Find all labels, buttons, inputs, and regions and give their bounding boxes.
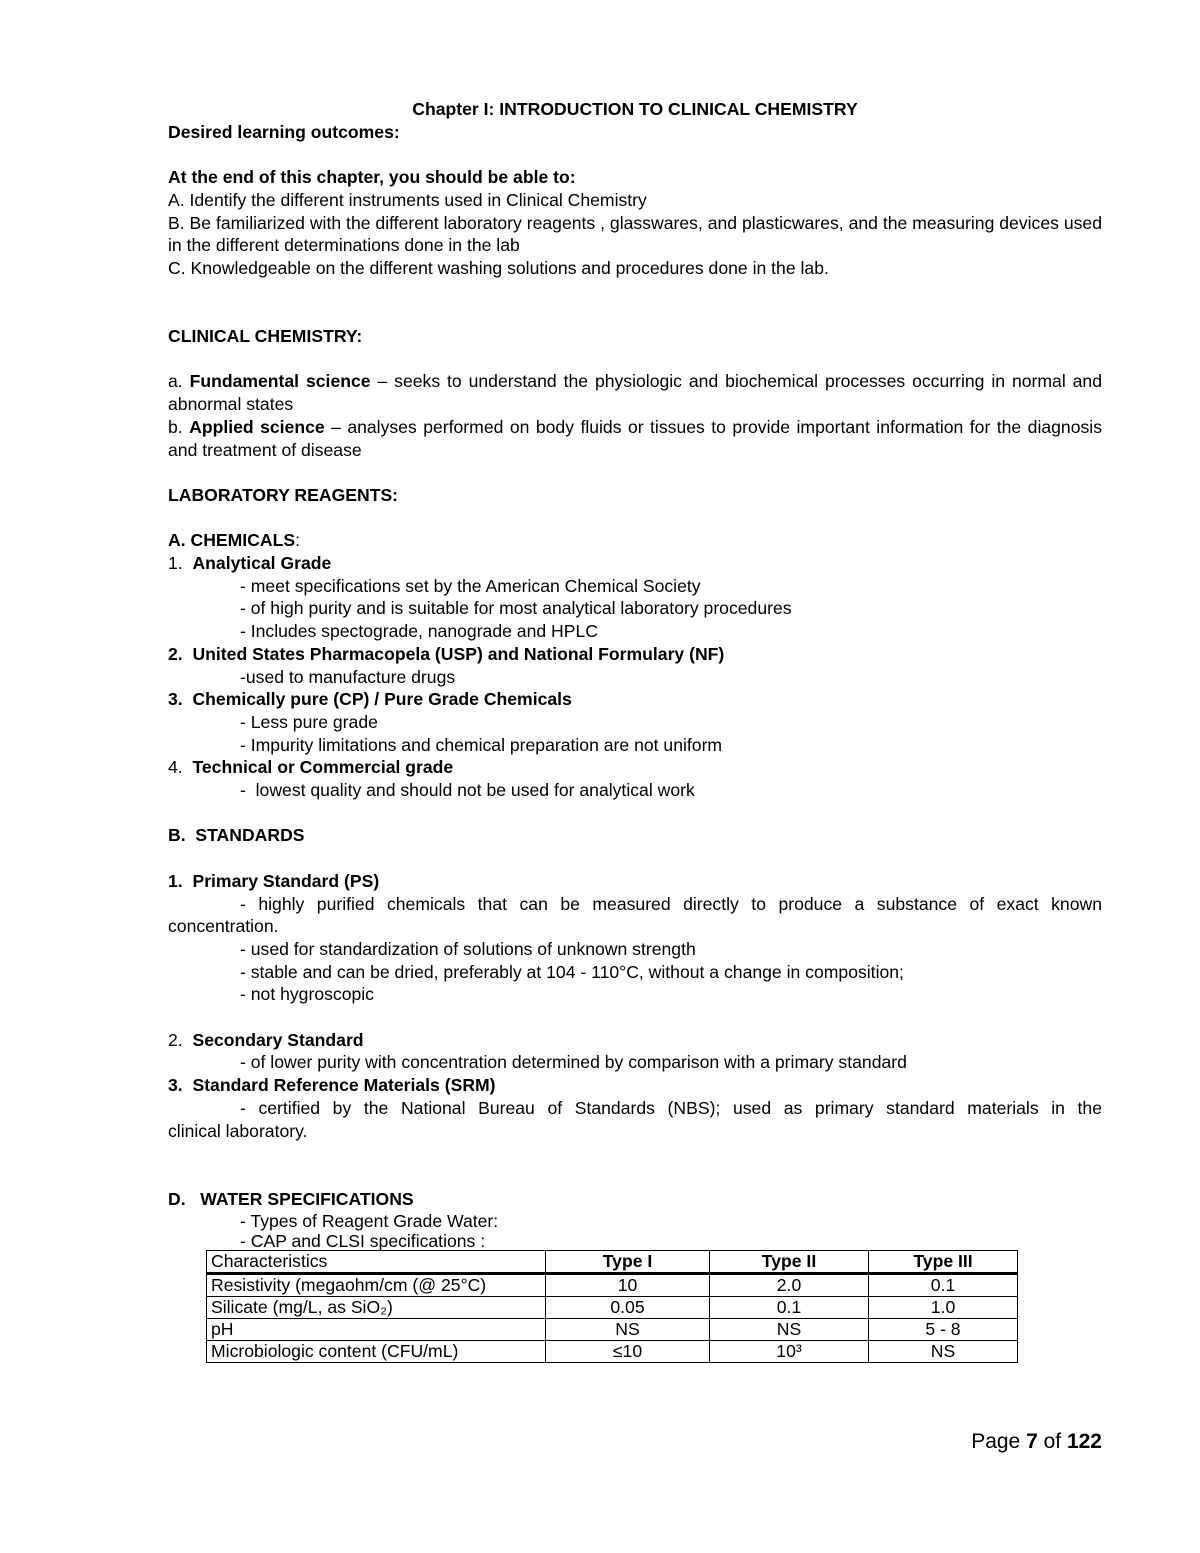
table-cell: 0.1 — [869, 1274, 1018, 1297]
laboratory-reagents-heading: LABORATORY REAGENTS: — [168, 484, 399, 505]
table-cell: NS — [869, 1341, 1018, 1363]
grade-1 — [168, 552, 1102, 575]
standard-number: 3. — [168, 1075, 193, 1096]
chemicals-heading — [168, 529, 1102, 552]
table-row — [207, 1297, 1018, 1319]
table-cell: 0.05 — [546, 1297, 710, 1319]
table-cell: ≤10 — [546, 1341, 710, 1363]
chemicals-heading-text: A. CHEMICALS — [168, 530, 296, 551]
standard-number: 2. — [168, 1029, 193, 1050]
table-cell: 2.0 — [710, 1274, 869, 1297]
grade-1-note-2: - of high purity and is suitable for most analytical laboratory procedures — [240, 598, 792, 619]
grade-1-note-1: - meet specifications set by the American Chemical Society — [240, 575, 701, 596]
grade-3-note-1: - Less pure grade — [240, 711, 378, 732]
table-row — [207, 1319, 1018, 1341]
standards-heading: B. STANDARDS — [168, 825, 305, 846]
water-note-1: - Types of Reagent Grade Water: — [240, 1211, 499, 1232]
applied-science-term: Applied science — [189, 416, 325, 437]
standard-name: Secondary Standard — [192, 1029, 364, 1050]
grade-number: 1. — [168, 552, 193, 573]
grade-2-note-1: -used to manufacture drugs — [240, 666, 456, 687]
standard-name: Primary Standard (PS) — [192, 870, 380, 891]
clinical-chemistry-heading: CLINICAL CHEMISTRY: — [168, 326, 363, 346]
grade-number: 2. — [168, 643, 193, 664]
table-header-row — [207, 1251, 1018, 1274]
grade-3-note-2: - Impurity limitations and chemical preparation are not uniform — [240, 734, 723, 755]
grade-4 — [168, 756, 1102, 779]
water-note-2: - CAP and CLSI specifications : — [240, 1231, 486, 1252]
outcome-item-a: A. Identify the different instruments used in Clinical Chemistry — [168, 189, 647, 210]
grade-name: Chemically pure (CP) / Pure Grade Chemicals — [192, 689, 572, 710]
outcome-item-b: B. Be familiarized with the different laboratory reagents , glasswares, and plasticwares, and the measuring devices used in the different determinations done in the lab — [168, 212, 1102, 256]
table-cell: Silicate (mg/L, as SiO₂) — [207, 1297, 546, 1319]
water-specifications-table — [206, 1250, 1018, 1363]
table-cell: 1.0 — [869, 1297, 1018, 1319]
table-cell: pH — [207, 1319, 546, 1341]
primary-standard-note-3: - stable and can be dried, preferably at 104 - 110°C, without a change in composition; — [240, 961, 904, 982]
grade-1-note-3: - Includes spectograde, nanograde and HPLC — [240, 621, 598, 642]
table-cell: 10 — [546, 1274, 710, 1297]
primary-standard-note-2: - used for standardization of solutions of unknown strength — [240, 938, 696, 959]
grade-4-note-1: - lowest quality and should not be used for analytical work — [240, 780, 695, 801]
table-cell: 0.1 — [710, 1297, 869, 1319]
table-cell: Microbiologic content (CFU/mL) — [207, 1341, 546, 1363]
primary-standard — [168, 870, 1102, 893]
standard-reference-materials — [168, 1074, 1102, 1097]
grade-number: 3. — [168, 689, 193, 710]
outcomes-intro: At the end of this chapter, you should be able to: — [168, 167, 576, 188]
grade-name: Technical or Commercial grade — [192, 757, 454, 778]
srm-note-1-cont: clinical laboratory. — [168, 1120, 308, 1141]
water-specifications-heading: D. WATER SPECIFICATIONS — [168, 1188, 414, 1209]
outcomes-heading: Desired learning outcomes: — [168, 121, 400, 142]
applied-science-definition — [168, 416, 1102, 461]
table-cell: 10³ — [710, 1341, 869, 1363]
table-header-cell: Type III — [869, 1251, 1018, 1274]
document-page — [168, 98, 1102, 1363]
grade-name: United States Pharmacopela (USP) and National Formulary (NF) — [192, 643, 725, 664]
grade-3 — [168, 688, 1102, 711]
srm-note-1: - certified by the National Bureau of Standards (NBS); used as primary standard materials in the — [240, 1097, 1102, 1118]
table-header-cell: Type II — [710, 1251, 869, 1274]
table-cell: Resistivity (megaohm/cm (@ 25°C) — [207, 1274, 546, 1297]
page-number: 7 — [1026, 1430, 1038, 1453]
chemicals-heading-colon: : — [295, 530, 300, 551]
page-footer — [971, 1430, 1102, 1454]
of-word: of — [1037, 1430, 1067, 1453]
table-header-cell: Type I — [546, 1251, 710, 1274]
grade-name: Analytical Grade — [192, 552, 332, 573]
page-total: 122 — [1066, 1430, 1102, 1453]
outcome-item-c: C. Knowledgeable on the different washing solutions and procedures done in the lab. — [168, 257, 829, 278]
chapter-title: Chapter I: INTRODUCTION TO CLINICAL CHEMISTRY — [412, 99, 858, 119]
standard-name: Standard Reference Materials (SRM) — [192, 1075, 496, 1096]
secondary-standard-note: - of lower purity with concentration determined by comparison with a primary standard — [240, 1052, 907, 1073]
table-cell: 5 - 8 — [869, 1319, 1018, 1341]
table-row — [207, 1274, 1018, 1297]
grade-number: 4. — [168, 757, 193, 778]
fundamental-science-text: – seeks to understand the physiologic and biochemical processes occurring in normal and abnormal states — [168, 371, 1102, 415]
table-cell: NS — [710, 1319, 869, 1341]
fundamental-science-term: Fundamental science — [189, 371, 371, 392]
def-prefix: b. — [168, 416, 190, 437]
grade-2 — [168, 643, 1102, 666]
fundamental-science-definition — [168, 370, 1102, 415]
applied-science-text: – analyses performed on body fluids or tissues to provide important information for the diagnosis and treatment of disease — [168, 416, 1102, 460]
primary-standard-note-1: - highly purified chemicals that can be measured directly to produce a substance of exact known — [240, 893, 1102, 914]
def-prefix: a. — [168, 371, 190, 392]
table-row — [207, 1341, 1018, 1363]
primary-standard-note-1-cont: concentration. — [168, 916, 279, 937]
table-header-cell: Characteristics — [207, 1251, 546, 1274]
page-word: Page — [971, 1430, 1027, 1453]
primary-standard-note-4: - not hygroscopic — [240, 984, 374, 1005]
table-cell: NS — [546, 1319, 710, 1341]
secondary-standard — [168, 1029, 1102, 1052]
standard-number: 1. — [168, 870, 193, 891]
